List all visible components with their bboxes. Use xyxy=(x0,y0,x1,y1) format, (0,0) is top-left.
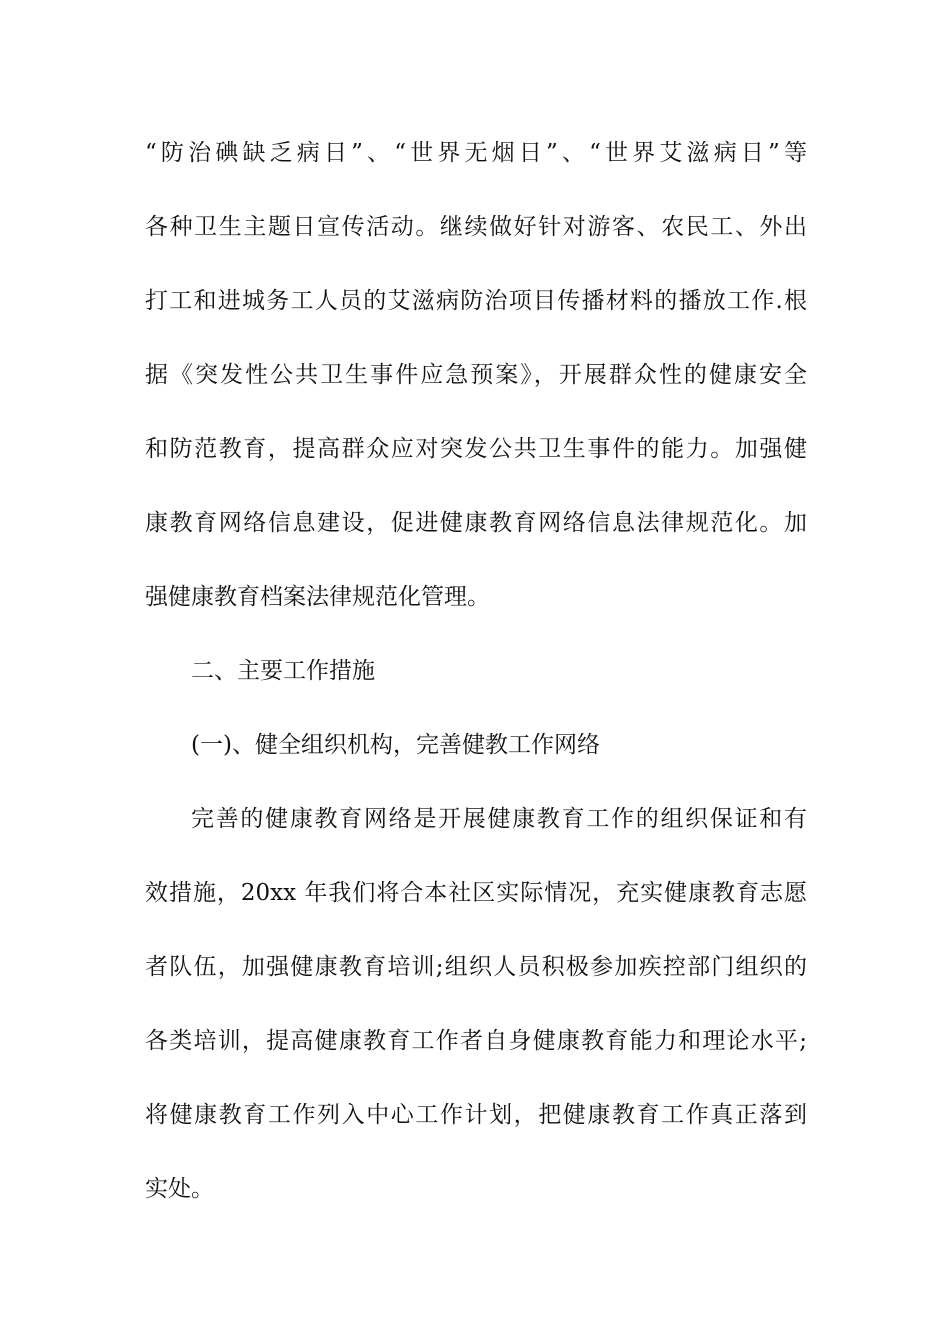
paragraph-line: 效措施，20xx 年我们将合本社区实际情况，充实健康教育志愿 xyxy=(145,880,807,906)
section-heading: 二、主要工作措施 xyxy=(191,658,375,684)
paragraph-line: 据《突发性公共卫生事件应急预案》，开展群众性的健康安全 xyxy=(145,362,807,388)
paragraph-line: 和防范教育，提高群众应对突发公共卫生事件的能力。加强健 xyxy=(145,436,807,462)
paragraph-line-last: 强健康教育档案法律规范化管理。 xyxy=(145,584,490,610)
paragraph-line: “防治碘缺乏病日”、“世界无烟日”、“世界艾滋病日”等 xyxy=(145,140,807,166)
document-body xyxy=(145,128,807,1238)
paragraph-line: 各类培训，提高健康教育工作者自身健康教育能力和理论水平; xyxy=(145,1028,807,1054)
paragraph-line-first: 完善的健康教育网络是开展健康教育工作的组织保证和有 xyxy=(191,806,807,832)
paragraph-line: 康教育网络信息建设，促进健康教育网络信息法律规范化。加 xyxy=(145,510,807,536)
paragraph-line: 各种卫生主题日宣传活动。继续做好针对游客、农民工、外出 xyxy=(145,214,807,240)
subsection-heading: (一)、健全组织机构，完善健教工作网络 xyxy=(191,732,600,758)
paragraph-line: 者队伍，加强健康教育培训;组织人员积极参加疾控部门组织的 xyxy=(145,954,807,980)
paragraph-line-last: 实处。 xyxy=(145,1176,214,1202)
paragraph-line: 将健康教育工作列入中心工作计划，把健康教育工作真正落到 xyxy=(145,1102,807,1128)
paragraph-line: 打工和进城务工人员的艾滋病防治项目传播材料的播放工作.根 xyxy=(145,288,807,314)
